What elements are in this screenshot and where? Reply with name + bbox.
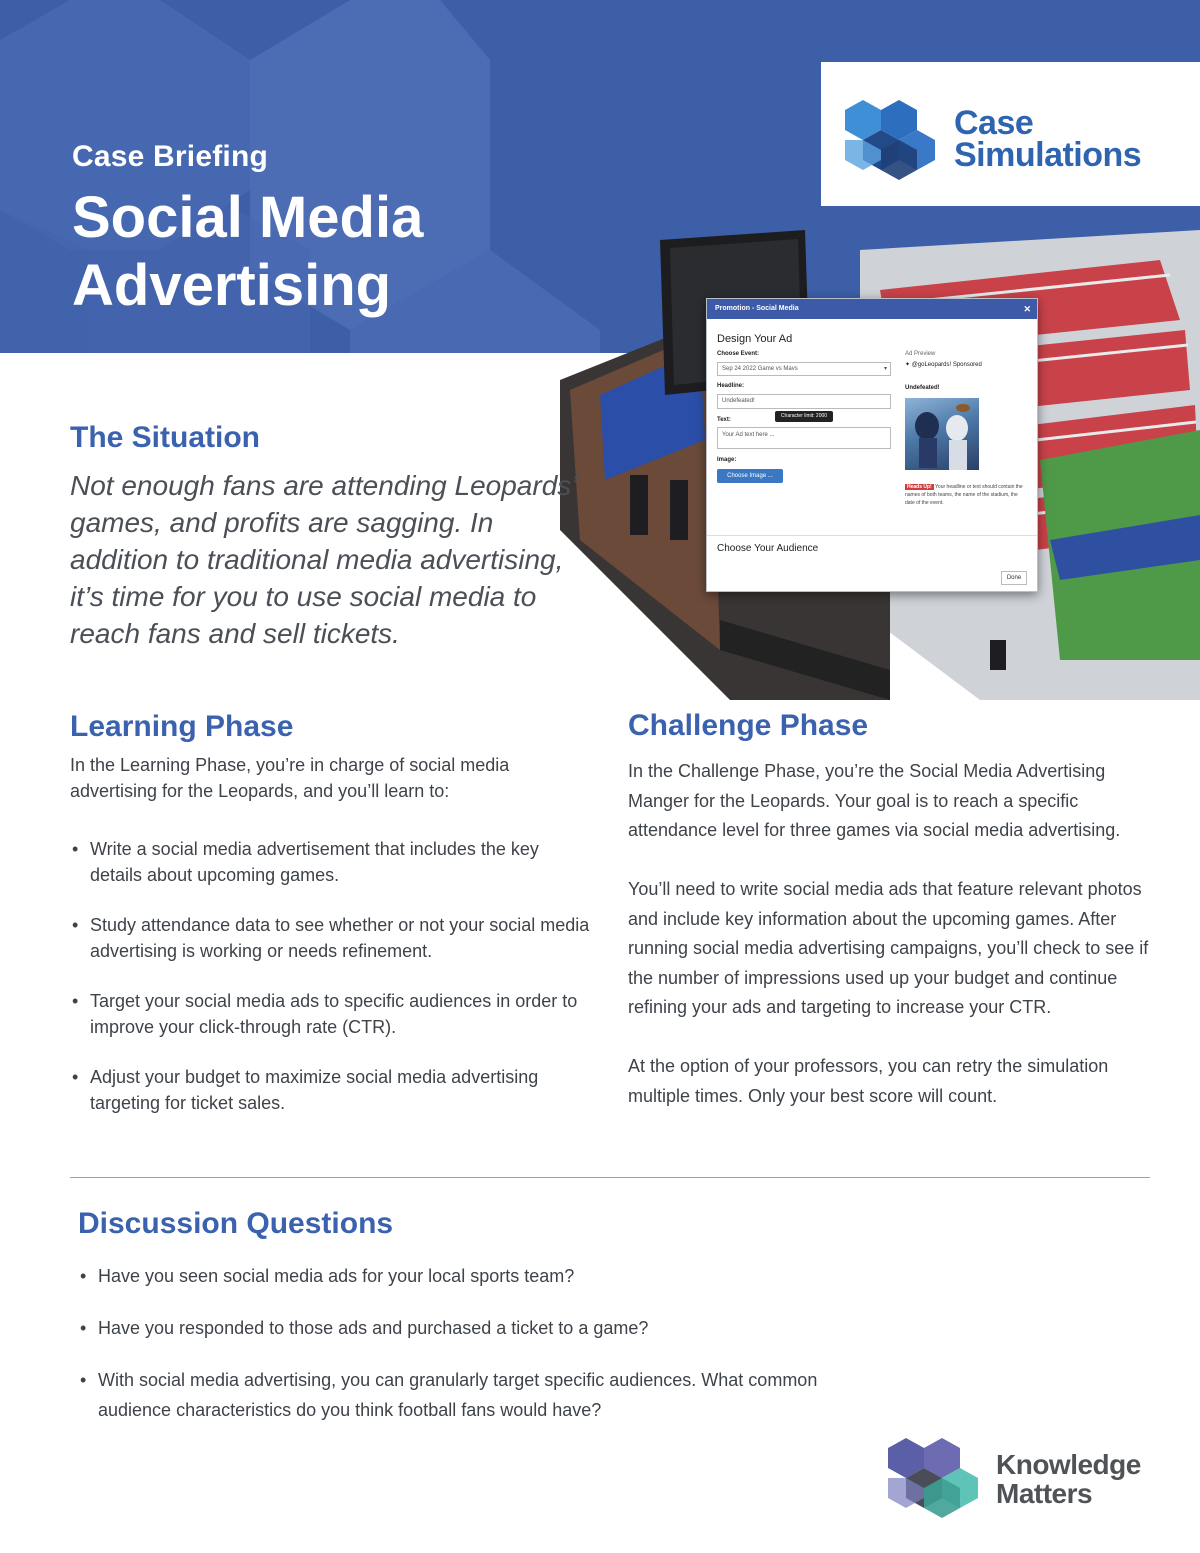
knowledge-matters-wordmark: [996, 1450, 1141, 1508]
list-item: • Study attendance data to see whether or not your social media advertising is working or needs refinement.: [70, 912, 595, 964]
image-label: Image:: [717, 457, 737, 463]
cube-logo-icon: [841, 96, 949, 182]
challenge-paragraph-2: You’ll need to write social media ads that feature relevant photos and include key information about the upcoming games. After running social media advertising campaigns, you’ll check to see if the number of impressions used up your budget and continue refining your ads and targeting to increase your CTR.: [628, 879, 1149, 1017]
headline-input[interactable]: Undefeated!: [717, 394, 891, 409]
done-button[interactable]: Done: [1001, 571, 1027, 585]
dialog-heading: Design Your Ad: [717, 333, 793, 345]
footer-logo-line-2: Matters: [996, 1478, 1093, 1509]
dialog-title: Promotion - Social Media: [715, 305, 799, 312]
logo-line-1: Case: [954, 104, 1034, 142]
chevron-down-icon: ▾: [883, 366, 887, 372]
choose-image-button[interactable]: Choose Image ...: [717, 469, 783, 483]
discussion-bullet-list: [78, 1261, 838, 1425]
list-item: • Write a social media advertisement that includes the key details about upcoming games.: [70, 836, 595, 888]
case-simulations-wordmark: [954, 104, 1142, 174]
learning-bullet-list: [70, 836, 595, 1116]
heads-up-warning: [905, 483, 1025, 507]
football-player-image: [905, 398, 979, 470]
preview-account: [905, 361, 985, 368]
choose-event-label: Choose Event:: [717, 351, 760, 357]
situation-heading: The Situation: [70, 421, 260, 454]
section-divider: [70, 1177, 1150, 1178]
challenge-paragraph-1: In the Challenge Phase, you’re the Social Media Advertising Manger for the Leopards. Your goal is to reach a specific attendance level for three games via social media advertising.: [628, 761, 1121, 840]
case-simulations-logo: [821, 62, 1200, 206]
case-briefing-kicker: Case Briefing: [72, 140, 268, 173]
list-item: • With social media advertising, you can granularly target specific audiences. What common audience characteristics do you think football fans would have?: [78, 1365, 838, 1425]
list-item: • Have you seen social media ads for your local sports team?: [78, 1261, 838, 1291]
page-title: [72, 184, 423, 320]
title-line-2: Advertising: [72, 253, 392, 318]
ad-preview-image: [905, 398, 979, 470]
challenge-phase-heading: Challenge Phase: [628, 709, 869, 742]
warning-tag: Heads Up!: [907, 484, 932, 490]
event-select-value: Sep 24 2022 Game vs Mavs: [722, 366, 798, 372]
challenge-paragraph-3: At the option of your professors, you can retry the simulation multiple times. Only your best score will count.: [628, 1056, 1109, 1106]
preview-headline: Undefeated!: [905, 385, 940, 391]
text-label: Text:: [717, 417, 731, 423]
dialog-divider: [707, 535, 1037, 536]
character-limit-tooltip: Character limit: 2000: [775, 411, 833, 422]
title-line-1: Social Media: [72, 185, 424, 250]
discussion-questions-heading: Discussion Questions: [78, 1207, 394, 1240]
headline-label: Headline:: [717, 383, 745, 389]
footer-logo-line-1: Knowledge: [996, 1449, 1141, 1480]
ad-text-area[interactable]: Your Ad text here ...: [717, 427, 891, 449]
dialog-title-bar: [707, 299, 1037, 319]
list-item: • Have you responded to those ads and purchased a ticket to a game?: [78, 1313, 838, 1343]
list-item: • Adjust your budget to maximize social media advertising targeting for ticket sales.: [70, 1064, 595, 1116]
situation-text: Not enough fans are attending Leopards’ games, and profits are sagging. In addition to traditional media advertising, it’s time for you to use social media to reach fans and sell tickets.: [70, 470, 576, 649]
learning-phase-heading: Learning Phase: [70, 710, 294, 743]
logo-line-2: Simulations: [954, 136, 1142, 174]
choose-audience-heading: Choose Your Audience: [717, 543, 819, 554]
event-select[interactable]: [717, 362, 891, 376]
knowledge-matters-logo-icon: [886, 1436, 990, 1520]
leopard-logo-icon: ✦: [905, 362, 911, 368]
warning-text: Your headline or text should contain the names of both teams, the name of the stadium, the date of the event.: [905, 484, 1023, 506]
ad-design-dialog: [706, 298, 1038, 592]
learning-intro: In the Learning Phase, you’re in charge of social media advertising for the Leopards, and you’ll learn to:: [70, 755, 510, 801]
preview-account-name: @goLeopards! Sponsored: [911, 362, 982, 368]
ad-preview-label: Ad Preview: [905, 351, 936, 357]
list-item: • Target your social media ads to specific audiences in order to improve your click-through rate (CTR).: [70, 988, 595, 1040]
close-icon[interactable]: ✕: [1023, 304, 1031, 314]
